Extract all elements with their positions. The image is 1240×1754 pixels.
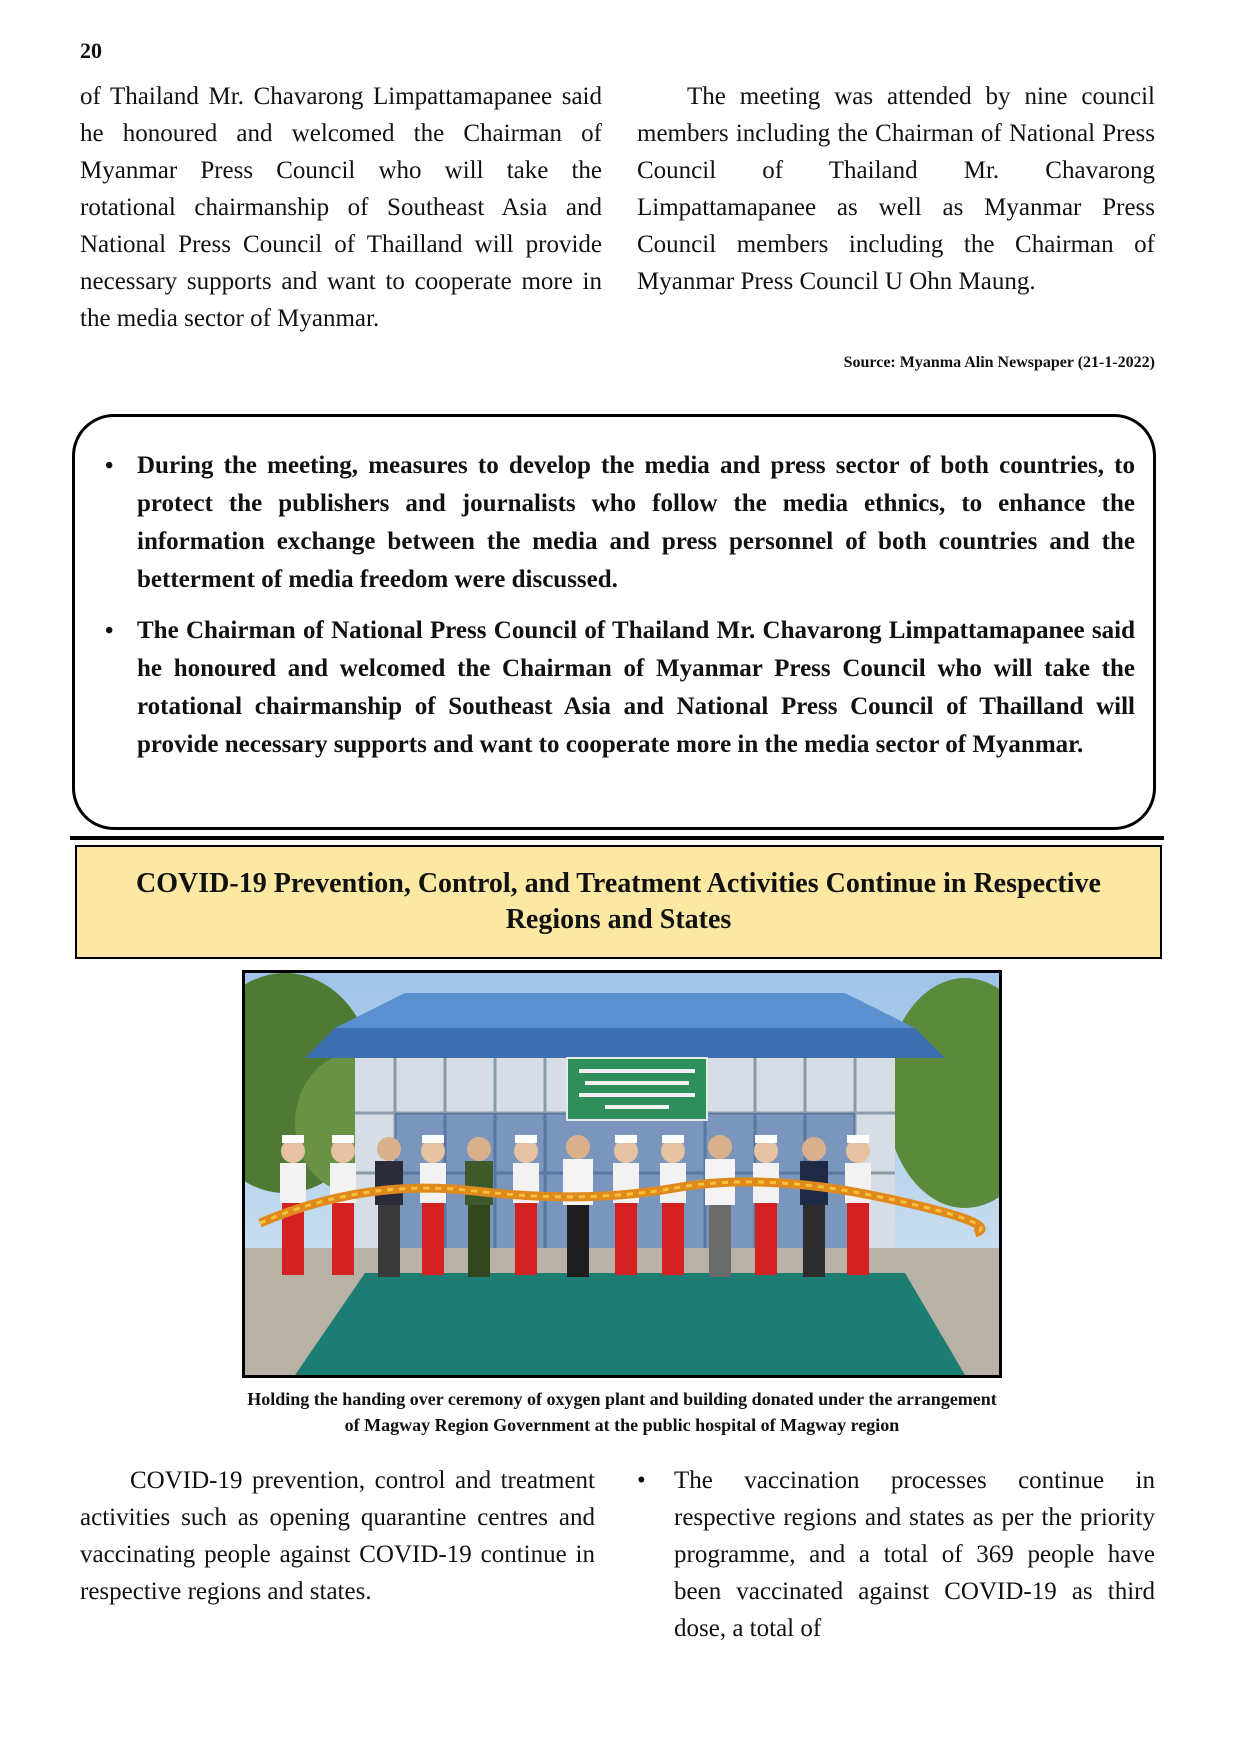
summary-item-text: During the meeting, measures to develop the media and press sector of both countries, to protect the publishers and journalists who follow the media ethnics, to enhance the information exchange between the media and press personnel of both countries and the betterment of media freedom were discussed.	[137, 452, 1135, 593]
covid-bullet-item	[637, 1462, 1155, 1647]
covid-headline: COVID-19 Prevention, Control, and Treatment Activities Continue in Respective Regions and States	[75, 845, 1162, 959]
bullet-icon: •	[105, 618, 114, 644]
summary-item	[107, 447, 1135, 599]
article-top-right-text: The meeting was attended by nine council members including the Chairman of National Press Council of Thailand Mr. Chavarong Limpattamapanee as well as Myanmar Press Council members including the Chairman of Myanmar Press Council U Ohn Maung.	[637, 83, 1155, 295]
summary-box	[72, 414, 1156, 830]
ceremony-photo	[242, 970, 1002, 1378]
section-divider	[70, 836, 1164, 840]
ceremony-photo-illustration	[245, 973, 999, 1375]
source-credit: Source: Myanma Alin Newspaper (21-1-2022)	[843, 354, 1155, 371]
summary-item	[107, 612, 1135, 764]
covid-left-text: COVID-19 prevention, control and treatment activities such as opening quarantine centres and vaccinating people against COVID-19 continue in respective regions and states.	[80, 1467, 595, 1605]
article-top-left-text: of Thailand Mr. Chavarong Limpattamapanee said he honoured and welcomed the Chairman of Myanmar Press Council who will take the rotational chairmanship of Southeast Asia and National Press Council of Thailland will provide necessary supports and want to cooperate more in the media sector of Myanmar.	[80, 83, 602, 332]
bullet-icon: •	[105, 453, 114, 479]
covid-right-column	[637, 1462, 1155, 1647]
summary-item-text: The Chairman of National Press Council of Thailand Mr. Chavarong Limpattamapanee said he honoured and welcomed the Chairman of Myanmar Press Council who will take the rotational chairmanship of Southeast Asia and National Press Council of Thailland will provide necessary supports and want to cooperate more in the media sector of Myanmar.	[137, 617, 1135, 758]
page-number: 20	[80, 38, 102, 63]
article-top-left-column	[80, 78, 602, 337]
article-top-right-column	[637, 78, 1155, 300]
covid-left-column	[80, 1462, 595, 1610]
summary-list	[107, 447, 1135, 777]
covid-right-text: The vaccination processes continue in respective regions and states as per the priority programme, and a total of 369 people have been vaccinated against COVID-19 as third dose, a total of	[674, 1467, 1155, 1642]
bullet-icon: •	[637, 1467, 646, 1494]
photo-caption: Holding the handing over ceremony of oxygen plant and building donated under the arrangement of Magway Region Government at the public hospital of Magway region	[247, 1389, 997, 1435]
